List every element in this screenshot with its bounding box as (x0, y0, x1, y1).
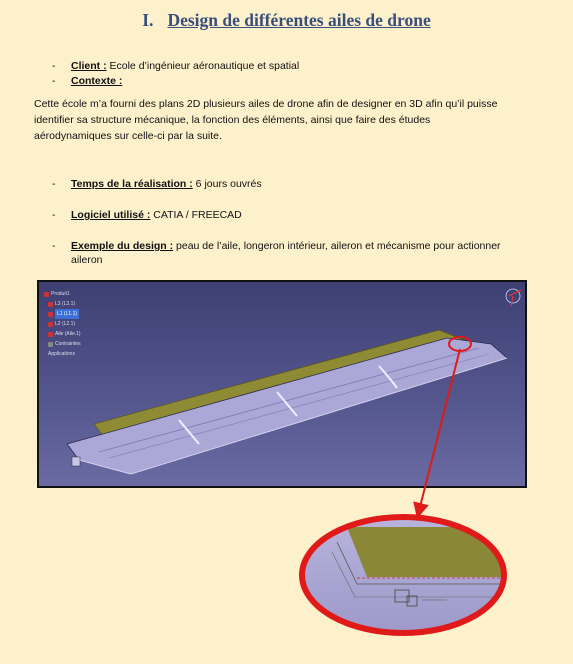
product-icon (44, 292, 49, 297)
part-icon (48, 322, 53, 327)
wing-render (39, 282, 527, 488)
bullet-value: CATIA / FREECAD (150, 209, 242, 221)
tree-item[interactable]: L2 (L2.1) (44, 319, 81, 329)
zoom-detail (297, 512, 509, 638)
spar-line (99, 348, 479, 452)
root-tab (72, 457, 80, 466)
aileron-closeup (347, 527, 509, 577)
tree-item[interactable]: Contraintes (44, 339, 81, 349)
bullet-label: Client : (71, 60, 107, 72)
spec-tree (44, 289, 81, 359)
part-icon (48, 302, 53, 307)
part-icon (48, 332, 53, 337)
context-paragraph: Cette école m’a fourni des plans 2D plusieurs ailes de drone afin de designer en 3D afin qu’il puisse identifier sa structure mécanique, la fonction des éléments, ainsi que faire des études aérodynamiques sur celle-ci par la suite. (34, 98, 498, 142)
bullet-label: Temps de la réalisation : (71, 178, 193, 190)
bullet-value: 6 jours ouvrés (192, 178, 262, 190)
bullet-label: Contexte : (71, 75, 123, 87)
bullet-label: Logiciel utilisé : (71, 209, 151, 221)
constraints-icon (48, 342, 53, 347)
bullet-temps: - Temps de la réalisation : 6 jours ouvrés (52, 178, 262, 190)
bullet-logiciel: - Logiciel utilisé : CATIA / FREECAD (52, 209, 242, 221)
bullet-client: - Client : Ecole d’ingénieur aéronautique et spatial (52, 60, 300, 72)
section-number: I. (142, 10, 154, 30)
bullet-value: peau de l’aile, longeron intérieur, aileron et mécanisme pour actionner aileron (71, 240, 501, 266)
tree-item[interactable]: Aile (Aile.1) (44, 329, 81, 339)
tree-item[interactable]: L1 (L1.1) (44, 309, 81, 319)
part-icon (48, 312, 53, 317)
bullet-value: Ecole d’ingénieur aéronautique et spatial (106, 60, 300, 72)
compass-icon (506, 289, 521, 306)
bullet-exemple: - Exemple du design : peau de l’aile, longeron intérieur, aileron et mécanisme pour actionner aileron (52, 240, 501, 266)
section-title (0, 10, 573, 31)
tree-item[interactable]: Applications (48, 351, 75, 357)
tree-item[interactable]: L3 (L3.1) (44, 299, 81, 309)
bullet-label: Exemple du design : (71, 240, 174, 252)
tree-item[interactable]: Produit1 (44, 289, 81, 299)
bullet-contexte: - Contexte : (52, 75, 123, 87)
section-title-text: Design de différentes ailes de drone (167, 10, 431, 30)
cad-screenshot (37, 280, 527, 488)
